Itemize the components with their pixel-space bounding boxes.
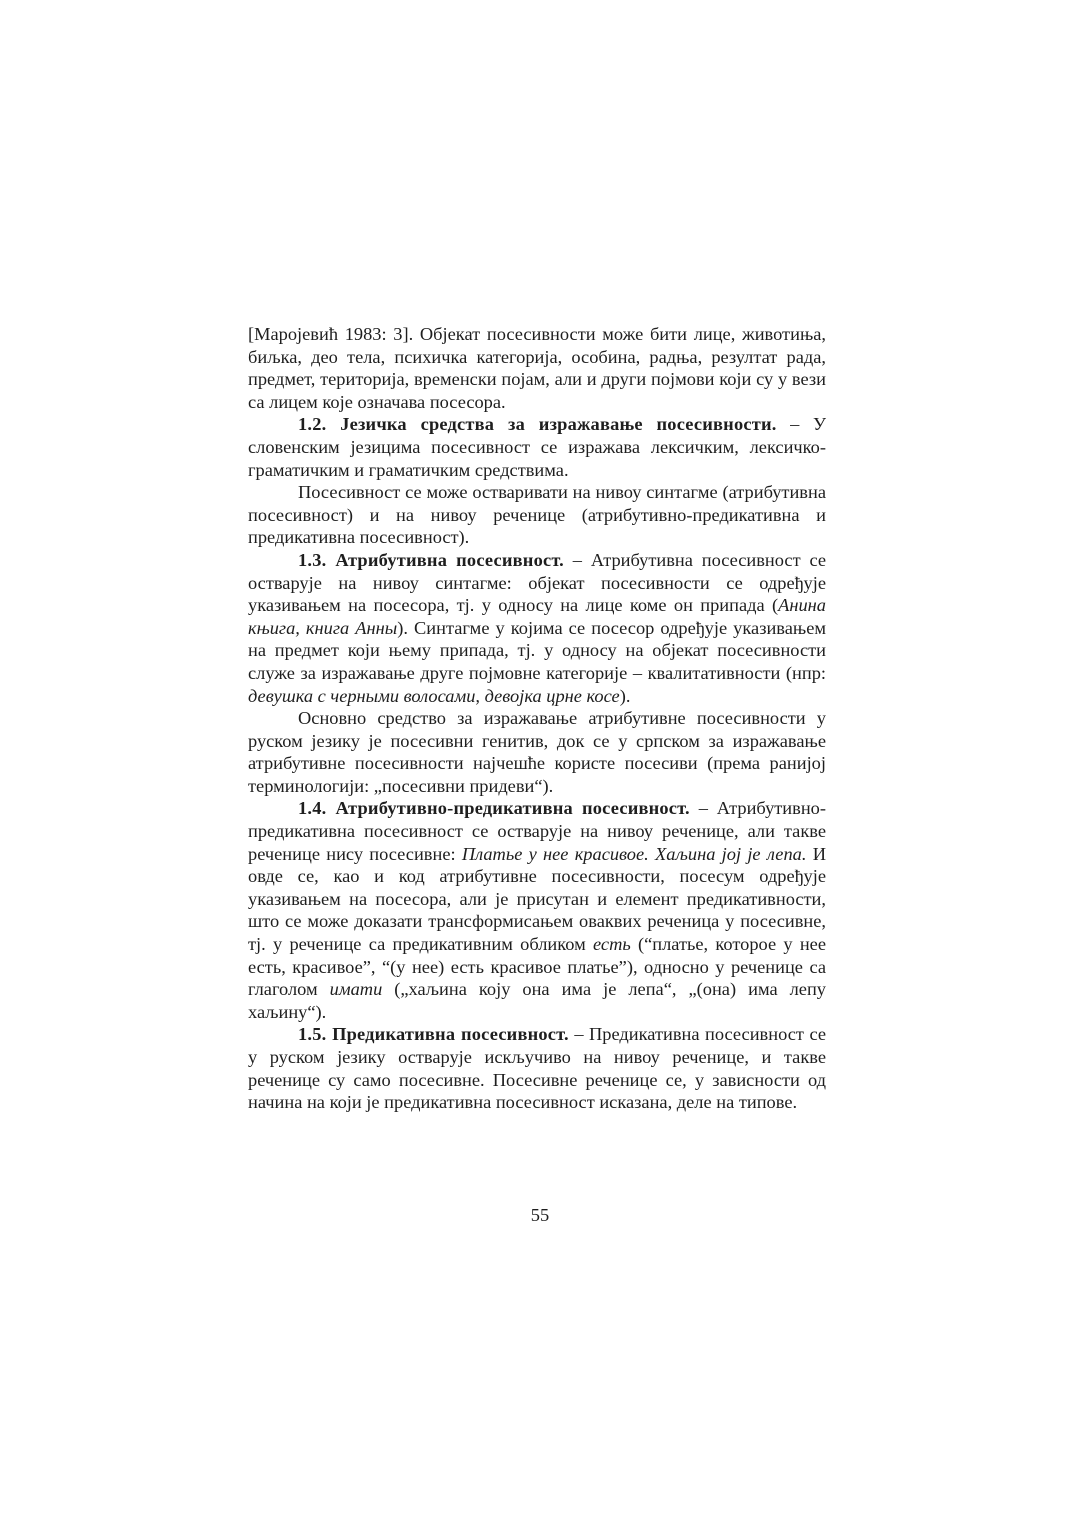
paragraph-section-1-5: [248, 1023, 826, 1113]
section-heading: 1.5. Предикативна посесивност.: [298, 1024, 569, 1045]
paragraph-section-1-3: [248, 549, 826, 707]
text-run: ). Синтагме у којима се посесор одређује указивањем на предмет који њему припада, тј. у односу на објекат посесивности служе за изражавање друге појмовне категорије – квалитативности (нпр:: [248, 617, 827, 683]
text-run: – Атрибутивна посесивност се остварује на нивоу синтагме: објекат посесивности се одређује указивањем на посесора, тј. у односу на лице коме он припада (: [248, 549, 826, 616]
text-run: („хаљина коју она има је лепа“, „(она) има лепу хаљину“).: [248, 979, 826, 1022]
italic-example: Платье у нее красивое. Хаљина јој је лепа.: [461, 843, 807, 864]
paragraph-realization-levels: [248, 481, 826, 549]
italic-example: Анина књига, книга Анны: [248, 595, 826, 638]
body-text: [248, 323, 826, 1114]
text-run: – Атрибутивно-предикативна посесивност се остварује на нивоу реченице, али такве реченице нису посесивне:: [248, 798, 826, 864]
italic-example: имати: [329, 979, 383, 1000]
text-run: И овде се, као и код атрибутивне посесивности, посесум одређује указивањем на посесора, али је присутан и елемент предикативности, што се може доказати трансформисањем оваквих реченица у посесивне, тј. у реченице са предикативним обликом: [248, 843, 826, 955]
text-run: (“платье, которое у нее есть, красивое”, “(у нее) есть красивое платье”), односно у реченице са глаголом: [248, 934, 826, 1000]
text-run: – У словенским језицима посесивност се изражава лексичким, лексичко-граматичким и граматичким средствима.: [248, 414, 826, 480]
text-run: [Маројевић 1983: 3]. Објекат посесивности може бити лице, животиња, биљка, део тела, психичка категорија, особина, радња, резултат рада, предмет, територија, временски појам, али и други појмови који су у вези са лицем које означава посесора.: [248, 324, 826, 412]
text-run: Основно средство за изражавање атрибутивне посесивности у руском језику је посесивни генитив, док се у српском за изражавање атрибутивне посесивности најчешће користе посесиви (према ранијој терминологији: „посесивни придеви“).: [248, 708, 826, 796]
paragraph-section-1-2: [248, 413, 826, 481]
paragraph-section-1-4: [248, 797, 826, 1023]
italic-example: девушка с черными волосами, девојка црне косе: [248, 685, 620, 706]
paragraph-intro-continuation: [248, 323, 826, 413]
section-heading: 1.2. Језичка средства за изражавање посесивности.: [298, 414, 777, 435]
paragraph-basic-means: [248, 707, 826, 797]
text-run: – Предикативна посесивност се у руском језику остварује искључиво на нивоу реченице, и такве реченице су само посесивне. Посесивне реченице се, у зависности од начина на који је предикативна посесивност исказана, деле на типове.: [248, 1024, 826, 1113]
section-heading: 1.3. Атрибутивна посесивност.: [298, 549, 564, 570]
text-run: Посесивност се може остваривати на нивоу синтагме (атрибутивна посесивност) и на нивоу реченице (атрибутивно-предикативна и предикативна посесивност).: [248, 482, 826, 548]
italic-example: есть: [592, 934, 631, 955]
text-run: ).: [619, 685, 631, 706]
section-heading: 1.4. Атрибутивно-предикативна посесивност.: [298, 798, 690, 819]
page-number: 55: [530, 1205, 550, 1225]
